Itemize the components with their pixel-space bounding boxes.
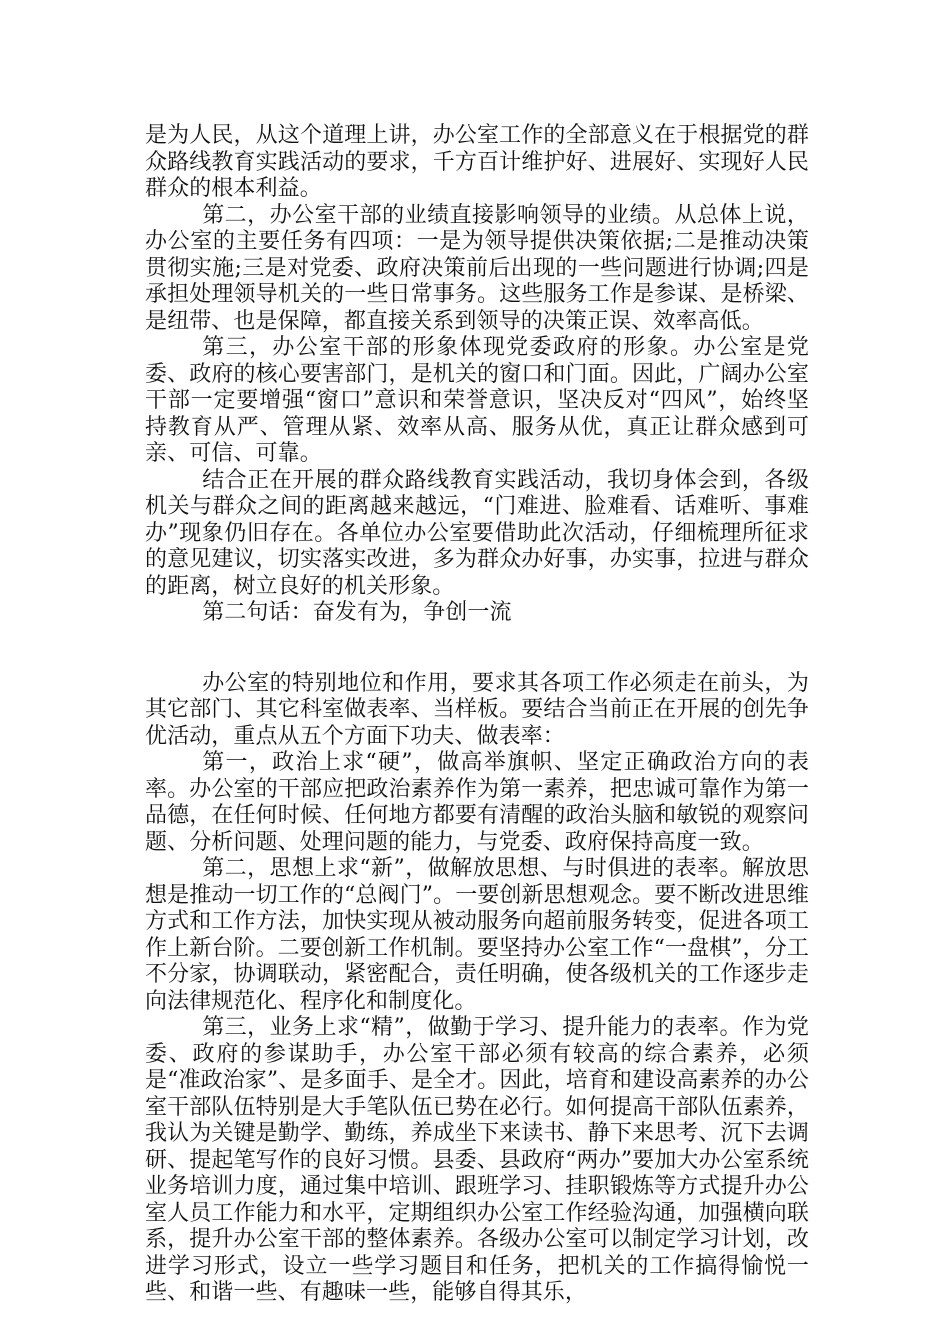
document-page: [145, 123, 809, 1307]
blank-line: [145, 627, 809, 671]
paragraph-3: 第三，办公室干部的形象体现党委政府的形象。办公室是党委、政府的核心要害部门，是机关的窗口和门面。因此，广阔办公室干部一定要增强“窗口”意识和荣誉意识，坚决反对“四风”，始终坚持教育从严、管理从紧、效率从高、服务从优，真正让群众感到可亲、可信、可靠。: [145, 335, 809, 466]
paragraph-7: 第二，思想上求“新”，做解放思想、与时俱进的表率。解放思想是推动一切工作的“总阀门”。一要创新思想观念。要不断改进思维方式和工作方法，加快实现从被动服务向超前服务转变，促进各项工作上新台阶。二要创新工作机制。要坚持办公室工作“一盘棋”，分工不分家，协调联动，紧密配合，责任明确，使各级机关的工作逐步走向法律规范化、程序化和制度化。: [145, 856, 809, 1014]
paragraph-2: 第二，办公室干部的业绩直接影响领导的业绩。从总体上说，办公室的主要任务有四项：一是为领导提供决策依据;二是推动决策贯彻实施;三是对党委、政府决策前后出现的一些问题进行协调;四是承担处理领导机关的一些日常事务。这些服务工作是参谋、是桥梁、是纽带、也是保障，都直接关系到领导的决策正误、效率高低。: [145, 202, 809, 334]
paragraph-4: 结合正在开展的群众路线教育实践活动，我切身体会到，各级机关与群众之间的距离越来越远，“门难进、脸难看、话难听、事难办”现象仍旧存在。各单位办公室要借助此次活动，仔细梳理所征求的意见建议，切实落实改进，多为群众办好事，办实事，拉进与群众的距离，树立良好的机关形象。: [145, 467, 809, 599]
section-heading: 第二句话：奋发有为，争创一流: [202, 600, 512, 625]
paragraph-8: 第三，业务上求“精”，做勤于学习、提升能力的表率。作为党委、政府的参谋助手，办公室干部必须有较高的综合素养，必须是“准政治家”、是多面手、是全才。因此，培育和建设高素养的办公室干部队伍特别是大手笔队伍已势在必行。如何提高干部队伍素养，我认为关键是勤学、勤练，养成坐下来读书、静下来思考、沉下去调研、提起笔写作的良好习惯。县委、县政府“两办”要加大办公室系统业务培训力度，通过集中培训、跟班学习、挂职锻炼等方式提升办公室人员工作能力和水平，定期组织办公室工作经验沟通，加强横向联系，提升办公室干部的整体素养。各级办公室可以制定学习计划，改进学习形式，设立一些学习题目和任务，把机关的工作搞得愉悦一些、和谐一些、有趣味一些，能够自得其乐，: [145, 1015, 809, 1305]
paragraph-1: 是为人民，从这个道理上讲，办公室工作的全部意义在于根据党的群众路线教育实践活动的要求，千方百计维护好、进展好、实现好人民群众的根本利益。: [145, 123, 809, 201]
paragraph-5: 办公室的特别地位和作用，要求其各项工作必须走在前头，为其它部门、其它科室做表率、当样板。要结合当前正在开展的创先争优活动，重点从五个方面下功夫、做表率：: [145, 670, 809, 749]
paragraph-6: 第一，政治上求“硬”，做高举旗帜、坚定正确政治方向的表率。办公室的干部应把政治素养作为第一素养，把忠诚可靠作为第一品德，在任何时候、任何地方都要有清醒的政治头脑和敏锐的观察问题、分析问题、处理问题的能力，与党委、政府保持高度一致。: [145, 750, 809, 855]
